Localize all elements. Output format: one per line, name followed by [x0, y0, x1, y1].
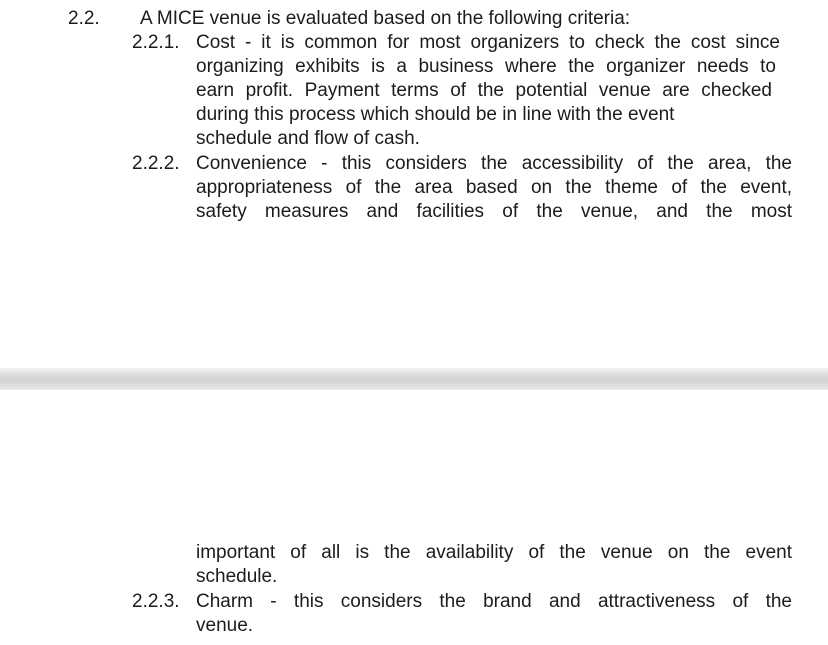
item-2-2-2-line-4: important of all is the availability of the venue on the event	[196, 542, 792, 563]
section-heading: A MICE venue is evaluated based on the following criteria:	[140, 8, 631, 29]
item-number-2-2-2: 2.2.2.	[132, 153, 180, 174]
item-2-2-1-line-2: organizing exhibits is a business where the organizer needs to	[196, 56, 776, 77]
document-page-bottom	[0, 390, 828, 645]
item-2-2-1-line-5: schedule and flow of cash.	[196, 128, 420, 149]
item-2-2-1-line-1: Cost - it is common for most organizers to check the cost since	[196, 32, 780, 53]
item-2-2-1-line-4: during this process which should be in line with the event	[196, 104, 675, 125]
page-separator	[0, 368, 828, 390]
item-2-2-2-line-2: appropriateness of the area based on the theme of the event,	[196, 177, 792, 198]
item-number-2-2-1: 2.2.1.	[132, 32, 180, 53]
item-2-2-3-line-1: Charm - this considers the brand and attractiveness of the	[196, 591, 792, 612]
section-number: 2.2.	[68, 8, 100, 29]
item-2-2-3-line-2: venue.	[196, 615, 254, 636]
item-2-2-2-line-1: Convenience - this considers the accessibility of the area, the	[196, 153, 792, 174]
item-2-2-2-line-3: safety measures and facilities of the venue, and the most	[196, 201, 792, 222]
item-2-2-2-line-5: schedule.	[196, 566, 278, 587]
item-2-2-1-line-3: earn profit. Payment terms of the potential venue are checked	[196, 80, 772, 101]
item-number-2-2-3: 2.2.3.	[132, 591, 180, 612]
